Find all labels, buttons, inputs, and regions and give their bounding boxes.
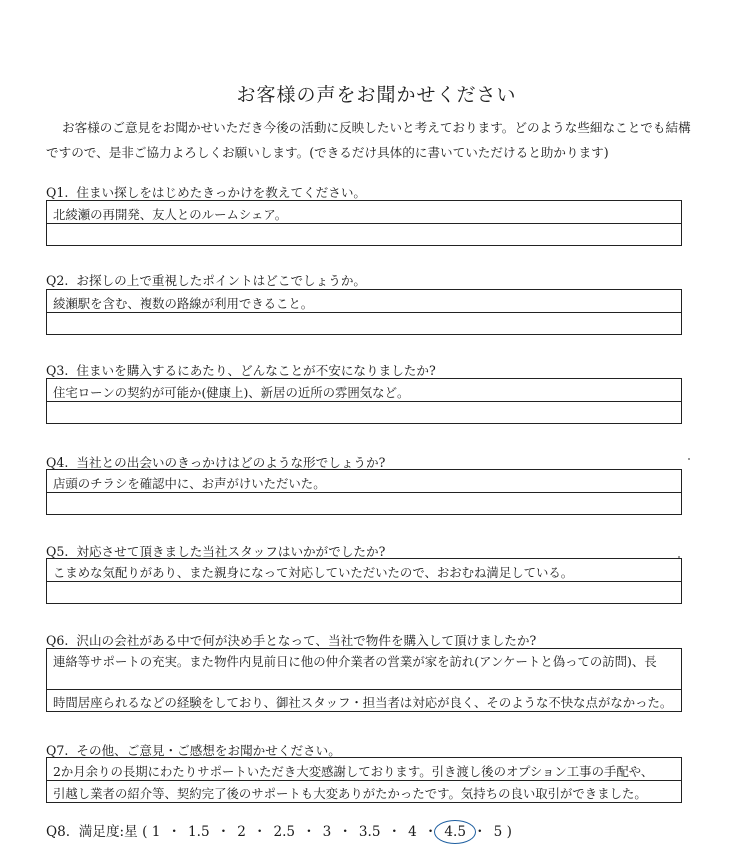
page-title: お客様の声をお聞かせください <box>236 84 517 106</box>
rating-separator: ・ <box>473 824 487 840</box>
answer-line: 連絡等サポートの充実。また物件内見前日に他の仲介業者の営業が家を訪れ(アンケートと偽っての訪問)、長 <box>53 654 657 669</box>
answer-line: 2か月余りの長期にわたりサポートいただき大変感謝しております。引き渡し後のオプション工事の手配や、 <box>53 764 654 779</box>
answer-line: 時間居座られるなどの経験をしており、御社スタッフ・担当者は対応が良く、そのような不快な点がなかった。 <box>53 695 673 710</box>
question-number: Q3. <box>46 363 69 378</box>
question-number: Q6. <box>46 633 69 648</box>
answer-box-4 <box>46 469 682 515</box>
answer-box-7 <box>46 757 682 803</box>
question-text: お探しの上で重視したポイントはどこでしょうか。 <box>76 273 367 288</box>
question-number: Q8. <box>46 824 71 840</box>
rating-option: 1.5 <box>187 824 210 840</box>
rating-separator: ・ <box>252 824 267 840</box>
answer-line: 北綾瀬の再開発、友人とのルームシェア。 <box>53 207 288 222</box>
question-text: 当社との出会いのきっかけはどのような形でしょうか? <box>76 455 386 470</box>
question-number: Q7. <box>46 743 69 758</box>
rating-option: 4 <box>408 824 417 840</box>
question-text: 沢山の会社がある中で何が決め手となって、当社で物件を購入して頂けましたか? <box>76 633 537 648</box>
rating-separator: ・ <box>167 824 181 840</box>
rating-option: 5 <box>493 824 503 840</box>
question-text: 住まい探しをはじめたきっかけを教えてください。 <box>76 185 367 200</box>
intro-text: お客様のご意見をお聞かせいただき今後の活動に反映したいと考えております。どのような些細なことでも結構ですので、是非ご協力よろしくお願いします。(できるだけ具体的に書いていただけると助かります) <box>46 120 691 160</box>
question-text: 満足度:星 <box>78 824 138 840</box>
answer-box-5 <box>46 558 682 604</box>
rating-option: 1 <box>151 824 161 840</box>
question-text: 住まいを購入するにあたり、どんなことが不安になりましたか? <box>76 363 436 378</box>
answer-line: 店頭のチラシを確認中に、お声がけいただいた。 <box>53 476 326 491</box>
question-number: Q4. <box>46 455 69 470</box>
question-2 <box>46 270 366 289</box>
selected-rating-circle <box>434 820 476 844</box>
answer-box-6 <box>46 648 682 712</box>
question-text: その他、ご意見・ご感想をお聞かせください。 <box>76 743 341 758</box>
rating-separator: ・ <box>338 824 352 840</box>
question-number: Q1. <box>46 185 69 200</box>
question-number: Q5. <box>46 544 69 559</box>
answer-line: 綾瀬駅を含む、複数の路線が利用できること。 <box>53 296 314 311</box>
question-text: 対応させて頂きました当社スタッフはいかがでしたか? <box>76 544 386 559</box>
close-paren: ) <box>506 824 512 840</box>
answer-box-3 <box>46 378 682 424</box>
rating-option: 4.5 <box>444 824 466 840</box>
question-number: Q2. <box>46 273 69 288</box>
question-1 <box>46 182 366 201</box>
rating-separator: ・ <box>216 824 231 840</box>
answer-line: こまめな気配りがあり、また親身になって対応していただいたので、おおむね満足している。 <box>53 565 574 580</box>
rating-option: 2 <box>237 824 246 840</box>
open-paren: ( <box>142 824 148 840</box>
rating-separator: ・ <box>387 824 402 840</box>
rating-option: 2.5 <box>273 824 296 840</box>
question-6 <box>46 630 536 649</box>
answer-box-2 <box>46 289 682 335</box>
rating-separator: ・ <box>302 824 316 840</box>
answer-line: 引越し業者の紹介等、契約完了後のサポートも大変ありがたかったです。気持ちの良い取引ができました。 <box>53 786 647 801</box>
rating-option: 3 <box>322 824 332 840</box>
rating-separator: ・ <box>423 824 438 840</box>
answer-line: 住宅ローンの契約が可能か(健康上)、新居の近所の雰囲気など。 <box>53 385 410 400</box>
rating-option: 3.5 <box>358 824 381 840</box>
answer-box-1 <box>46 200 682 246</box>
question-3 <box>46 360 436 379</box>
